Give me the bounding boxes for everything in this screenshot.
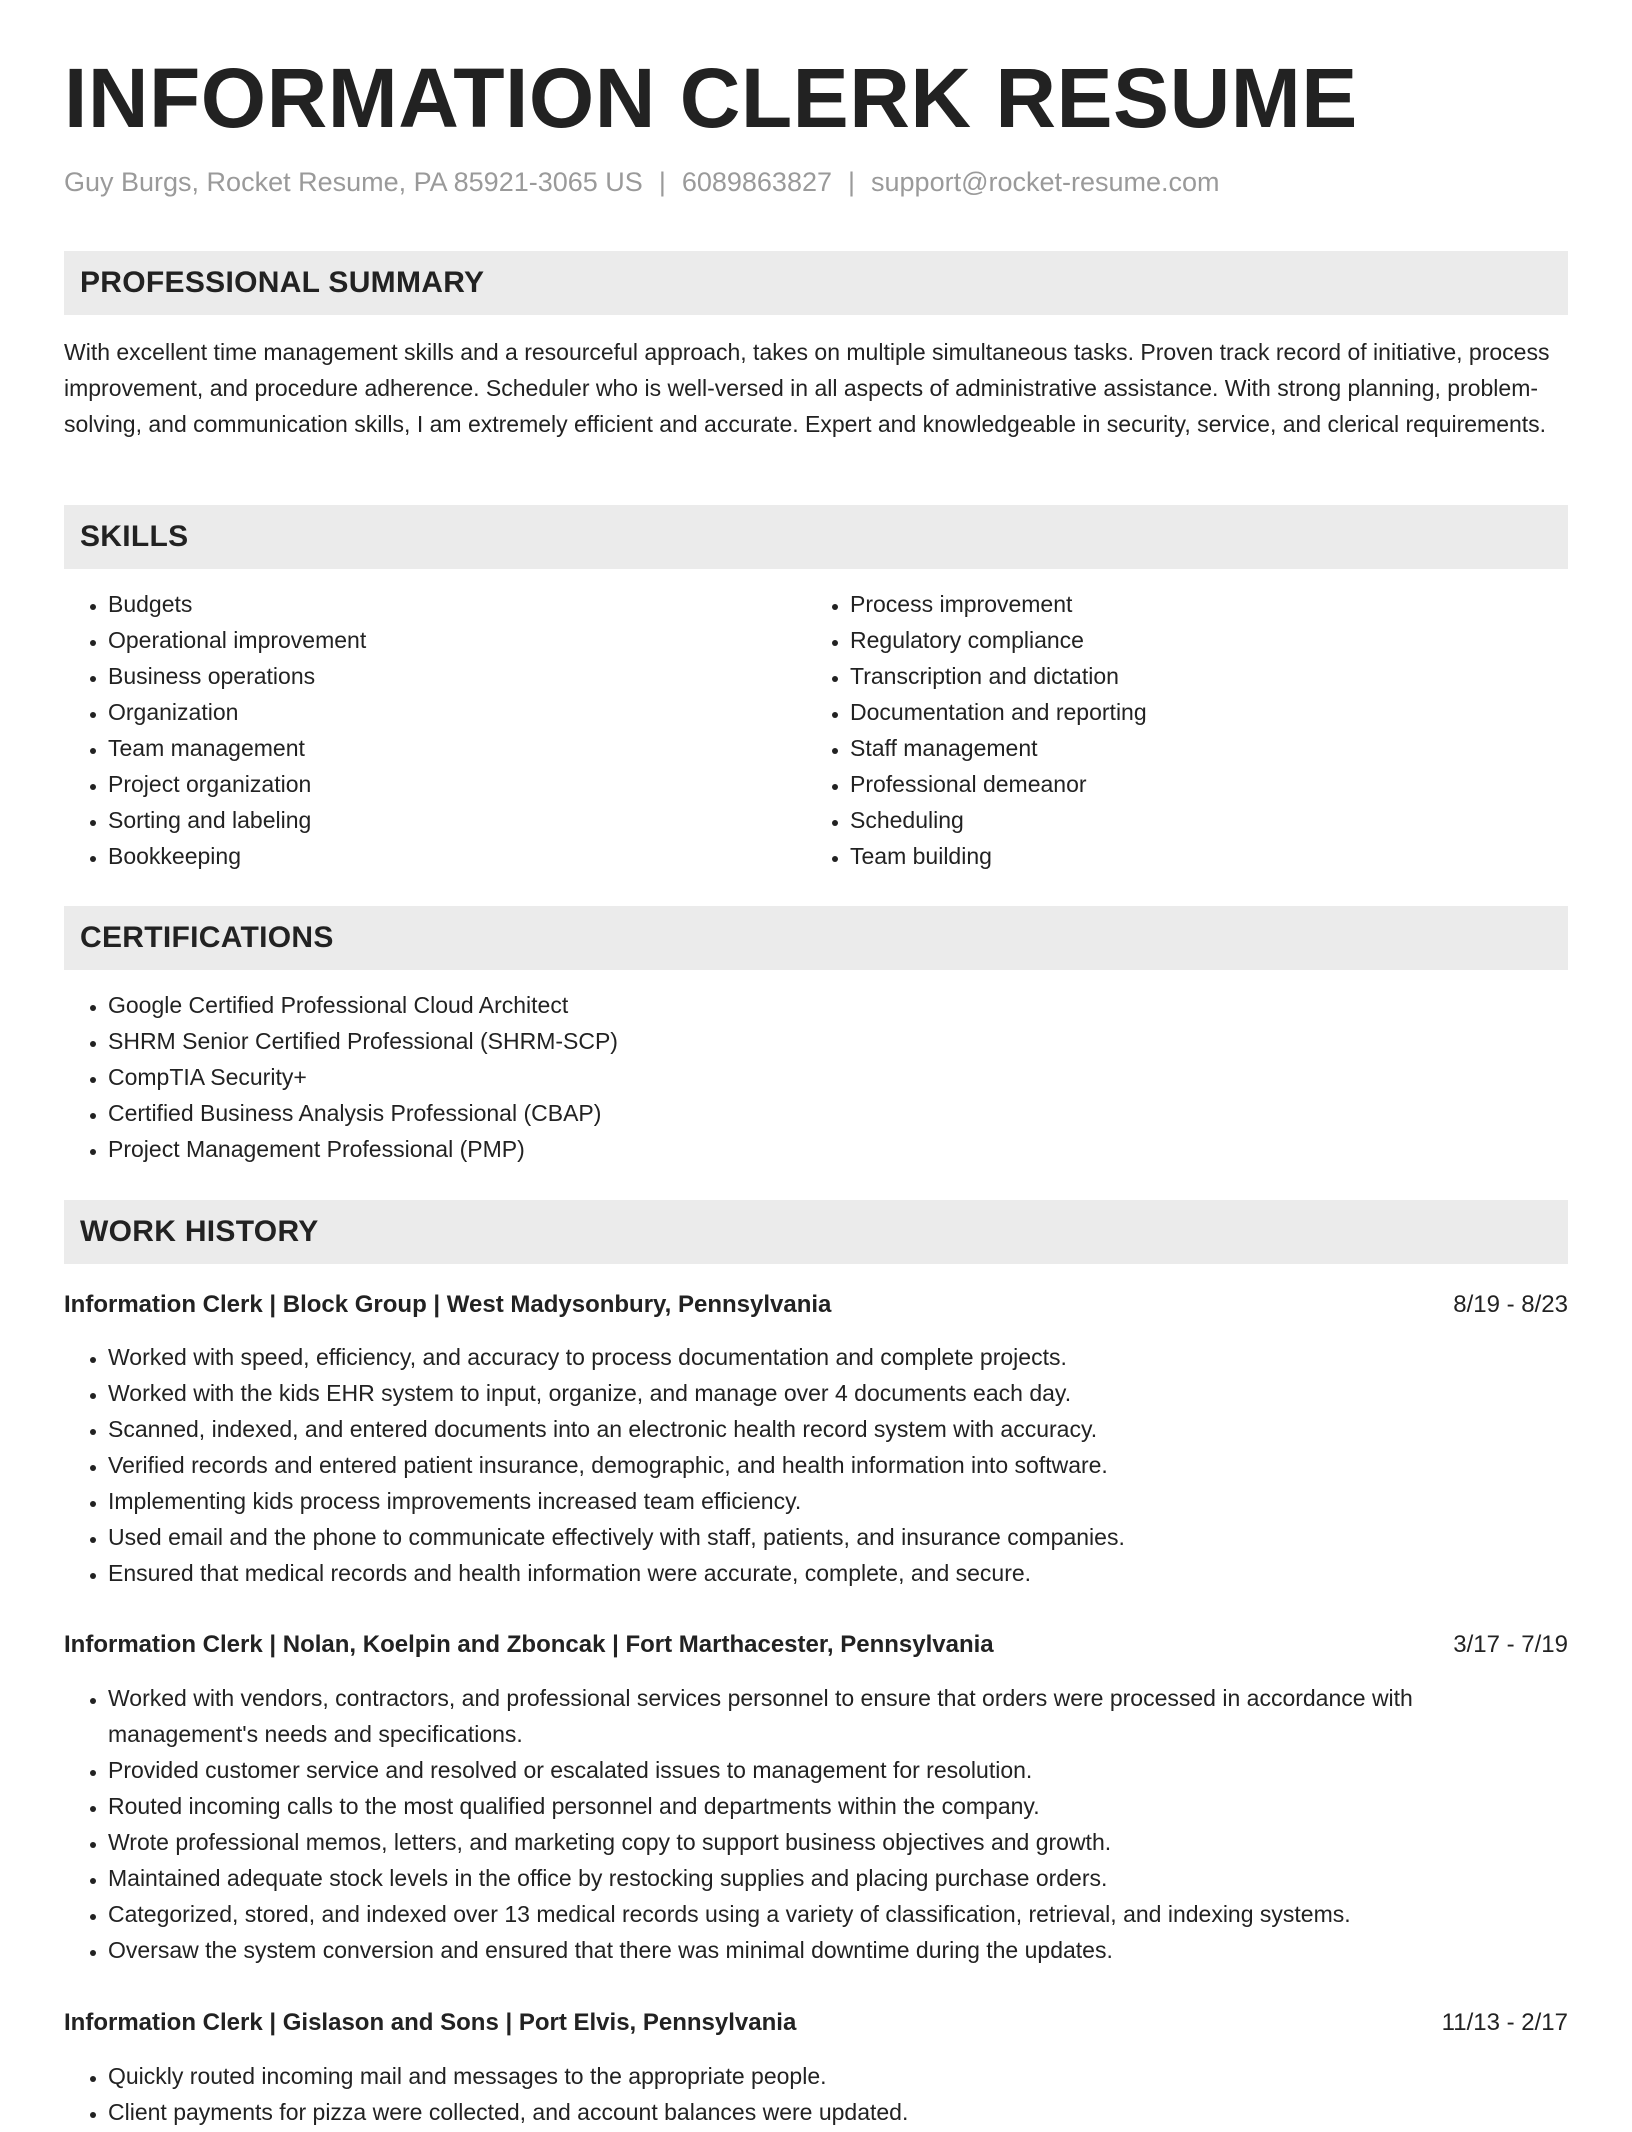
skill-item: • Bookkeeping [108, 838, 808, 874]
job-bullet: • Quickly routed incoming mail and messages to the appropriate people. [108, 2058, 1568, 2094]
skill-item: • Team building [850, 838, 1550, 874]
skill-item: • Staff management [850, 730, 1550, 766]
job-bullet: • Maintained adequate stock levels in the office by restocking supplies and placing purchase orders. [108, 1860, 1568, 1896]
job-bullet: • Scanned, indexed, and entered documents into an electronic health record system with accuracy. [108, 1411, 1568, 1447]
contact-separator: | [658, 167, 666, 197]
section-header-work-history: WORK HISTORY [64, 1200, 1568, 1264]
job-bullet: • Oversaw the system conversion and ensured that there was minimal downtime during the updates. [108, 1932, 1568, 1968]
skill-item: • Process improvement [850, 586, 1550, 622]
certifications-list [64, 987, 1568, 1167]
section-header-summary: PROFESSIONAL SUMMARY [64, 251, 1568, 315]
certification-item: • Project Management Professional (PMP) [108, 1131, 1568, 1167]
job-bullet: • Routed incoming calls to the most qualified personnel and departments within the company. [108, 1788, 1568, 1824]
job-bullet: • Worked with the kids EHR system to input, organize, and manage over 4 documents each day. [108, 1375, 1568, 1411]
job-dates: 8/19 - 8/23 [1453, 1291, 1568, 1318]
skill-item: • Professional demeanor [850, 766, 1550, 802]
skill-item: • Documentation and reporting [850, 694, 1550, 730]
skill-item: • Regulatory compliance [850, 622, 1550, 658]
skill-item: • Organization [108, 694, 808, 730]
job-dates: 11/13 - 2/17 [1441, 2009, 1568, 2036]
section-header-skills: SKILLS [64, 505, 1568, 569]
job-bullet: • Verified records and entered patient insurance, demographic, and health information into software. [108, 1447, 1568, 1483]
job-bullet: • Wrote professional memos, letters, and marketing copy to support business objectives and growth. [108, 1824, 1568, 1860]
job-bullet: • Used email and the phone to communicate effectively with staff, patients, and insurance companies. [108, 1519, 1568, 1555]
skill-item: • Business operations [108, 658, 808, 694]
job-bullet: • Categorized, stored, and indexed over 13 medical records using a variety of classification, retrieval, and indexing systems. [108, 1896, 1568, 1932]
certification-item: • Google Certified Professional Cloud Architect [108, 987, 1568, 1023]
job-title: Information Clerk | Block Group | West Madysonbury, Pennsylvania [64, 1291, 832, 1318]
skill-item: • Budgets [108, 586, 808, 622]
job-title: Information Clerk | Nolan, Koelpin and Zboncak | Fort Marthacester, Pennsylvania [64, 1631, 994, 1658]
job-title: Information Clerk | Gislason and Sons | Port Elvis, Pennsylvania [64, 2009, 797, 2036]
job-bullets [64, 2058, 1568, 2130]
contact-address: Guy Burgs, Rocket Resume, PA 85921-3065 US [64, 167, 643, 197]
section-header-certifications: CERTIFICATIONS [64, 906, 1568, 970]
job-dates: 3/17 - 7/19 [1453, 1631, 1568, 1658]
resume-title: INFORMATION CLERK RESUME [64, 51, 1358, 145]
certification-item: • Certified Business Analysis Professional (CBAP) [108, 1095, 1568, 1131]
summary-text: With excellent time management skills and a resourceful approach, takes on multiple simultaneous tasks. Proven track record of initiative, process improvement, and procedure adherence. Scheduler who is well-versed in all aspects of administrative assistance. With strong planning, problem-solving, and communication skills, I am extremely efficient and accurate. Expert and knowledgeable in security, service, and clerical requirements. [64, 339, 1550, 437]
skills-list-right [806, 586, 1550, 874]
job-bullet: • Provided customer service and resolved or escalated issues to management for resolution. [108, 1752, 1568, 1788]
job-bullet: • Worked with speed, efficiency, and accuracy to process documentation and complete projects. [108, 1339, 1568, 1375]
skill-item: • Operational improvement [108, 622, 808, 658]
job-bullet: • Ensured that medical records and health information were accurate, complete, and secure. [108, 1555, 1568, 1591]
skills-list-left [64, 586, 808, 874]
job-bullets [64, 1680, 1568, 1968]
contact-email[interactable]: support@rocket-resume.com [871, 167, 1220, 197]
skill-item: • Sorting and labeling [108, 802, 808, 838]
contact-phone[interactable]: 6089863827 [681, 167, 832, 197]
job-bullet: • Implementing kids process improvements increased team efficiency. [108, 1483, 1568, 1519]
skill-item: • Team management [108, 730, 808, 766]
job-bullet: • Client payments for pizza were collected, and account balances were updated. [108, 2094, 1568, 2130]
certification-item: • SHRM Senior Certified Professional (SHRM-SCP) [108, 1023, 1568, 1059]
skill-item: • Scheduling [850, 802, 1550, 838]
job-bullet: • Worked with vendors, contractors, and professional services personnel to ensure that orders were processed in accordance with management's needs and specifications. [108, 1680, 1568, 1752]
skill-item: • Project organization [108, 766, 808, 802]
certification-item: • CompTIA Security+ [108, 1059, 1568, 1095]
contact-line [64, 166, 1220, 198]
job-bullets [64, 1339, 1568, 1591]
contact-separator: | [848, 167, 856, 197]
skill-item: • Transcription and dictation [850, 658, 1550, 694]
